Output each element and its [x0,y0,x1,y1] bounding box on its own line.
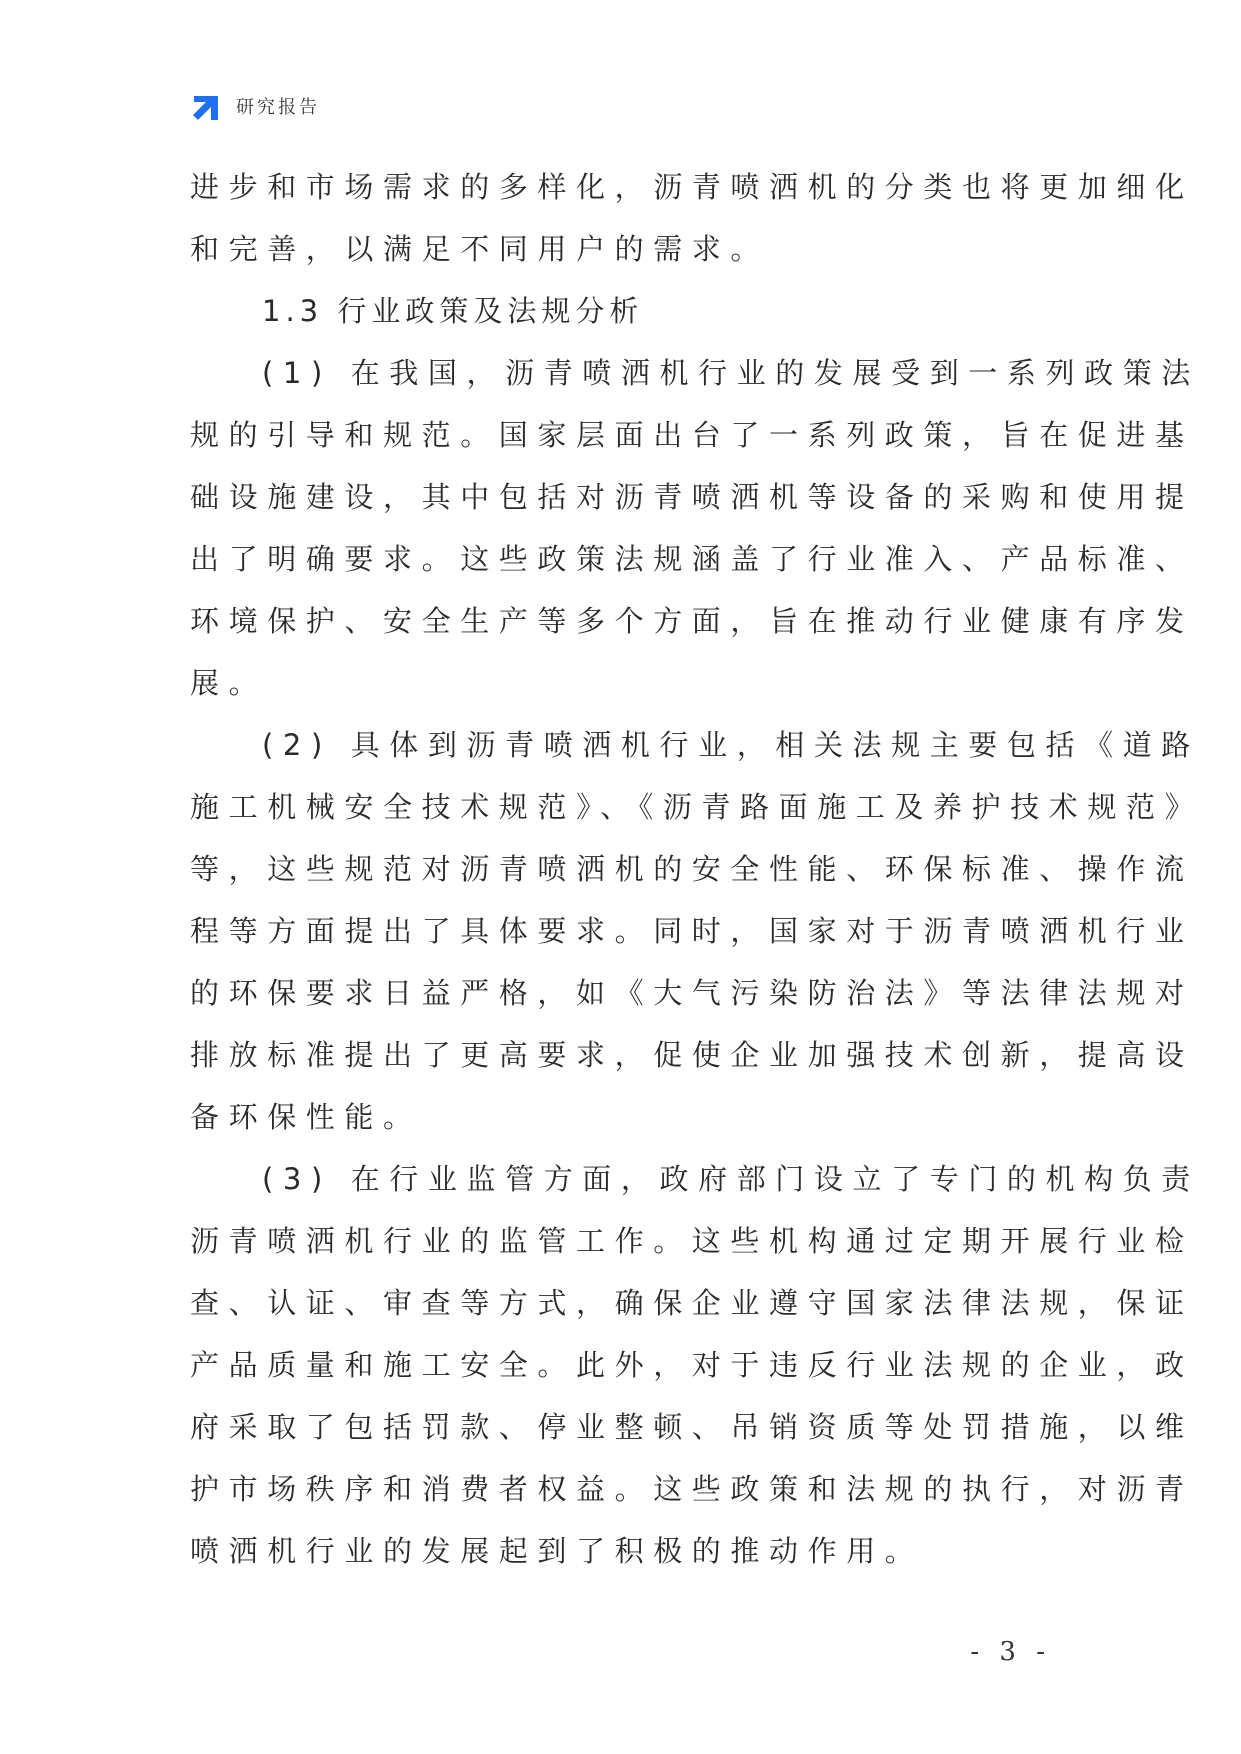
body-line: 府采取了包括罚款、停业整顿、吊销资质等处罚措施，以维 [190,1410,1194,1444]
body-line: 查、认证、审查等方式，确保企业遵守国家法律法规，保证 [190,1286,1194,1320]
body-line: 环境保护、安全生产等多个方面，旨在推动行业健康有序发 [190,604,1194,638]
document-body [190,156,1204,1582]
body-line: 展。 [190,666,268,700]
body-line: 和完善，以满足不同用户的需求。 [190,232,770,266]
body-line: 程等方面提出了具体要求。同时，国家对于沥青喷洒机行业 [190,914,1194,948]
page-number: - 3 - [970,1637,1051,1667]
header-title: 研究报告 [236,97,320,118]
paragraph-start: (2) 具体到沥青喷洒机行业，相关法规主要包括《道路 [262,728,1200,762]
paragraph-start: (1) 在我国，沥青喷洒机行业的发展受到一系列政策法 [262,356,1200,390]
arrow-up-right-icon [190,90,222,122]
body-line: 备环保性能。 [190,1100,422,1134]
body-line: 沥青喷洒机行业的监管工作。这些机构通过定期开展行业检 [190,1224,1194,1258]
body-line: 进步和市场需求的多样化，沥青喷洒机的分类也将更加细化 [190,170,1194,204]
body-line: 产品质量和施工安全。此外，对于违反行业法规的企业，政 [190,1348,1194,1382]
body-line: 排放标准提出了更高要求，促使企业加强技术创新，提高设 [190,1038,1194,1072]
paragraph-start: (3) 在行业监管方面，政府部门设立了专门的机构负责 [262,1162,1200,1196]
body-line: 喷洒机行业的发展起到了积极的推动作用。 [190,1534,924,1568]
body-line: 护市场秩序和消费者权益。这些政策和法规的执行，对沥青 [190,1472,1194,1506]
body-line: 等，这些规范对沥青喷洒机的安全性能、环保标准、操作流 [190,852,1194,886]
body-line: 规的引导和规范。国家层面出台了一系列政策，旨在促进基 [190,418,1194,452]
body-line: 施工机械安全技术规范》、《沥青路面施工及养护技术规范》 [190,790,1204,824]
body-line: 出了明确要求。这些政策法规涵盖了行业准入、产品标准、 [190,542,1194,576]
section-heading: 1.3 行业政策及法规分析 [262,294,644,328]
page-header [190,90,320,122]
body-line: 础设施建设，其中包括对沥青喷洒机等设备的采购和使用提 [190,480,1194,514]
body-line: 的环保要求日益严格，如《大气污染防治法》等法律法规对 [190,976,1194,1010]
